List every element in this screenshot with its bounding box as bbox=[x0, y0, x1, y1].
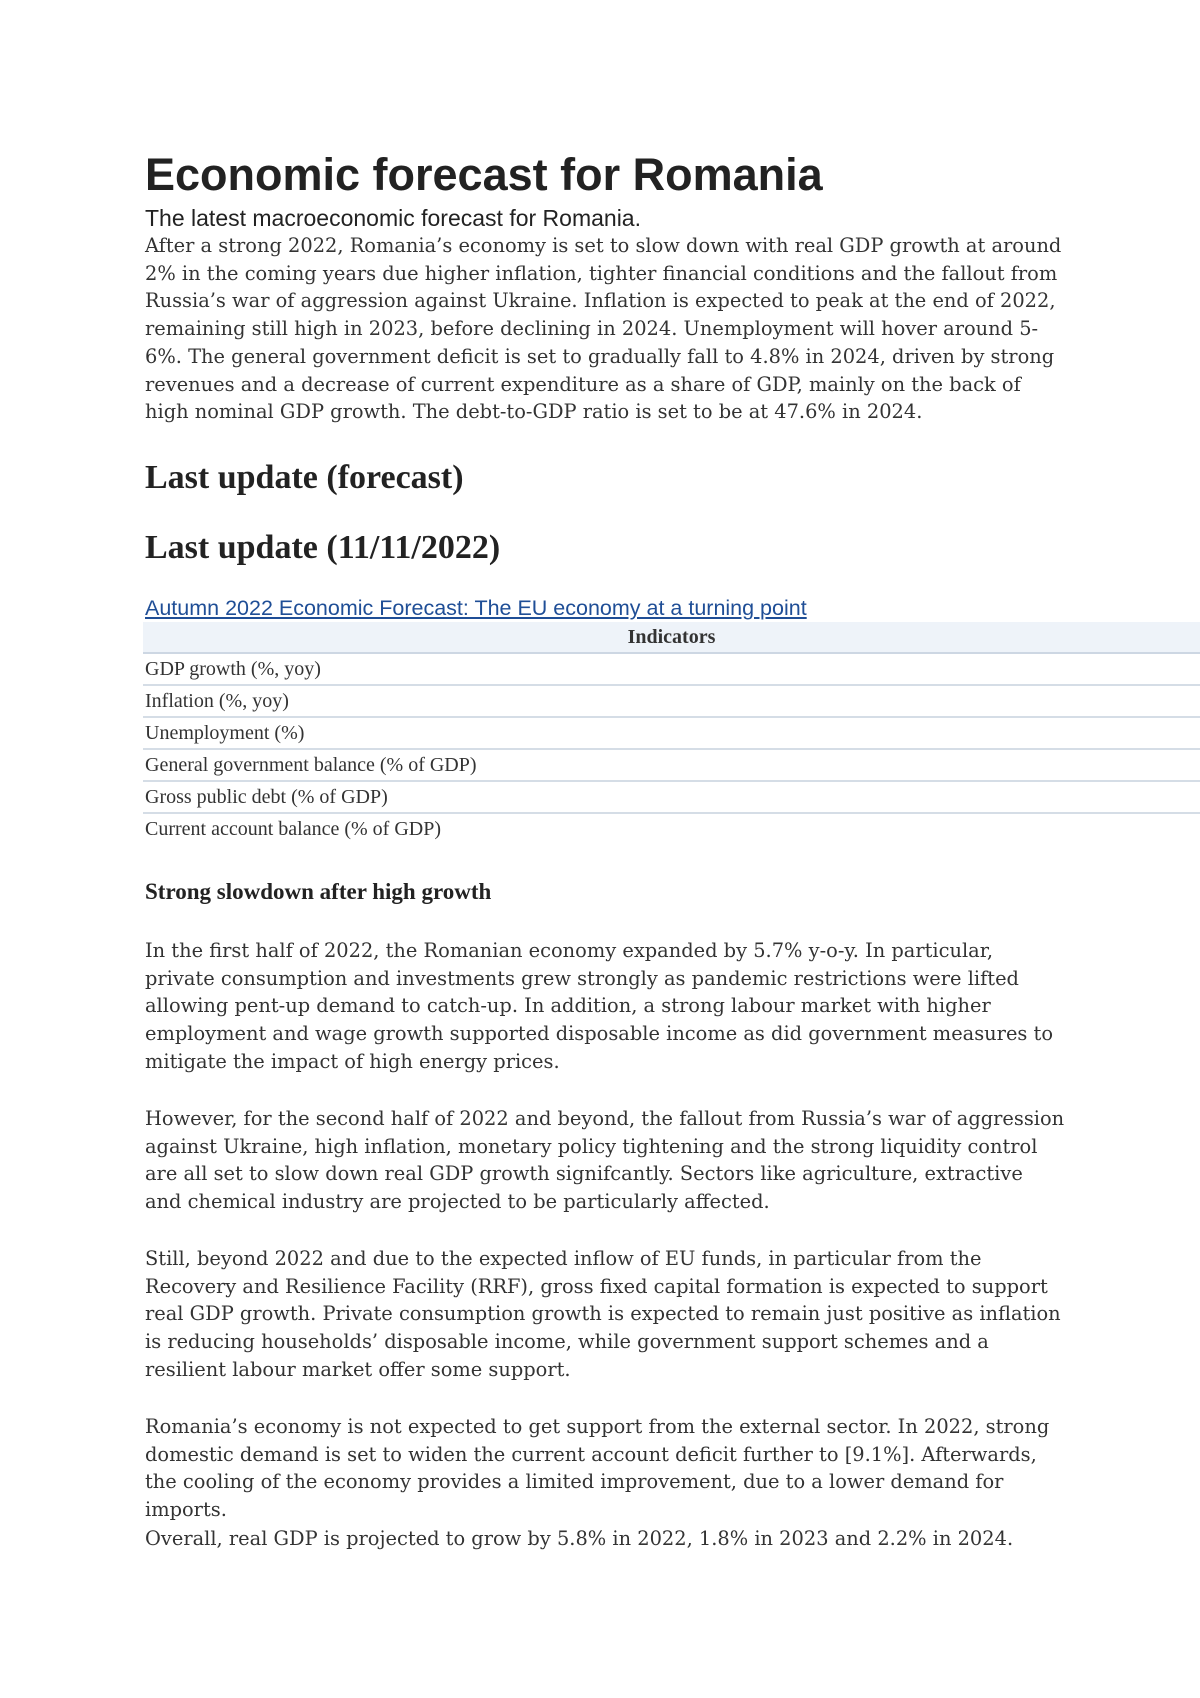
indicator-inflation: Inflation (%, yoy) bbox=[143, 685, 1200, 717]
indicator-government-balance: General government balance (% of GDP) bbox=[143, 749, 1200, 781]
last-update-forecast-heading: Last update (forecast) bbox=[145, 459, 464, 496]
table-row bbox=[143, 685, 1200, 717]
indicators-table bbox=[143, 622, 1200, 844]
indicator-unemployment: Unemployment (%) bbox=[143, 717, 1200, 749]
section-paragraph: In the first half of 2022, the Romanian economy expanded by 5.7% y-o-y. In particular, private consumption and investments grew strongly as pandemic restrictions were lifted allowing pent-up demand to catch-up. In addition, a strong labour market with higher employment and wage growth supported disposable income as did government measures to mitigate the impact of high energy prices. bbox=[145, 939, 1053, 1073]
table-row bbox=[143, 813, 1200, 844]
page-subtitle: The latest macroeconomic forecast for Romania. bbox=[145, 205, 641, 231]
last-update-date-heading: Last update (11/11/2022) bbox=[145, 529, 501, 566]
table-row bbox=[143, 717, 1200, 749]
indicator-gdp-growth: GDP growth (%, yoy) bbox=[143, 653, 1200, 685]
section-paragraph: Overall, real GDP is projected to grow by 5.8% in 2022, 1.8% in 2023 and 2.2% in 2024. bbox=[145, 1527, 1014, 1550]
indicators-header-row bbox=[143, 622, 1200, 653]
table-row bbox=[143, 653, 1200, 685]
intro-paragraph: After a strong 2022, Romania’s economy is set to slow down with real GDP growth at around 2% in the coming years due higher inflation, tighter financial conditions and the fallout from Russia’s war of aggression against Ukraine. Inflation is expected to peak at the end of 2022, remaining still high in 2023, before declining in 2024. Unemployment will hover around 5-6%. The general government deficit is set to gradually fall to 4.8% in 2024, driven by strong revenues and a decrease of current expenditure as a share of GDP, mainly on the back of high nominal GDP growth. The debt-to-GDP ratio is set to be at 47.6% in 2024. bbox=[145, 234, 1062, 424]
indicators-header: Indicators bbox=[143, 622, 1200, 653]
section-paragraph: However, for the second half of 2022 and beyond, the fallout from Russia’s war of aggression against Ukraine, high inflation, monetary policy tightening and the strong liquidity control are all set to slow down real GDP growth signifcantly. Sectors like agriculture, extractive and chemical industry are projected to be particularly affected. bbox=[145, 1107, 1065, 1214]
table-row bbox=[143, 749, 1200, 781]
section-paragraph: Romania’s economy is not expected to get support from the external sector. In 2022, strong domestic demand is set to widen the current account deficit further to [9.1%]. Afterwards, the cooling of the economy provides a limited improvement, due to a lower demand for imports. bbox=[145, 1415, 1050, 1522]
table-row bbox=[143, 781, 1200, 813]
autumn-forecast-link[interactable]: Autumn 2022 Economic Forecast: The EU economy at a turning point bbox=[145, 596, 807, 620]
indicator-current-account: Current account balance (% of GDP) bbox=[145, 817, 441, 840]
section-paragraph: Still, beyond 2022 and due to the expected inflow of EU funds, in particular from the Recovery and Resilience Facility (RRF), gross fixed capital formation is expected to support real GDP growth. Private consumption growth is expected to remain just positive as inflation is reducing households’ disposable income, while government support schemes and a resilient labour market offer some support. bbox=[145, 1247, 1061, 1381]
section-heading: Strong slowdown after high growth bbox=[145, 879, 492, 904]
page-title: Economic forecast for Romania bbox=[145, 149, 823, 200]
indicator-public-debt: Gross public debt (% of GDP) bbox=[143, 781, 1200, 813]
